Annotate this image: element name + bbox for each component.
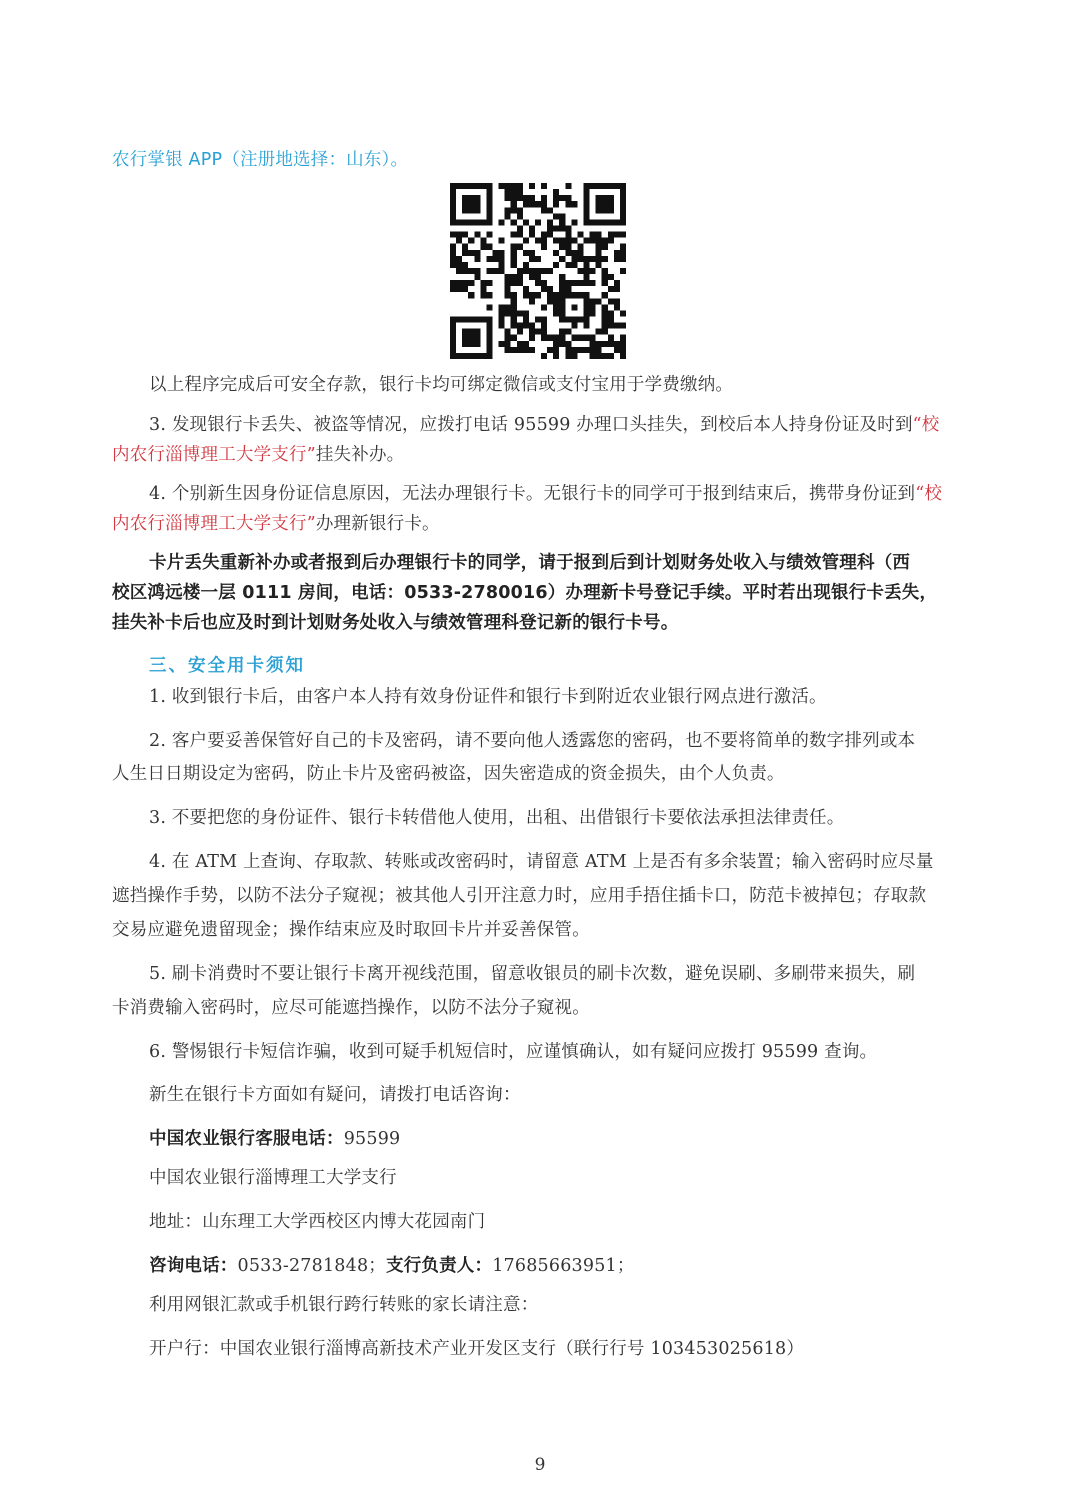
item-4-text: 4. 个别新生因身份证信息原因，无法办理银行卡。无银行卡的同学可于报到结束后，携带身份证到 [149,484,916,504]
item-4-line-1 [149,482,942,506]
safety-item-2-line-2: 人生日日期设定为密码，防止卡片及密码被盗，因失密造成的资金损失，由个人负责。 [112,764,785,784]
opening-bank: 开户行：中国农业银行淄博高新技术产业开发区支行（联行行号 103453025618） [149,1339,805,1359]
notice-line-1: 卡片丢失重新补办或者报到后办理银行卡的同学，请于报到后到计划财务处收入与绩效管理科（西 [149,553,911,573]
page-number: 9 [534,1455,546,1475]
safety-item-5-line-2: 卡消费输入密码时，应尽可能遮挡操作，以防不法分子窥视。 [112,998,590,1018]
safety-item-3: 3. 不要把您的身份证件、银行卡转借他人使用，出租、出借银行卡要依法承担法律责任。 [149,808,845,828]
item-4-line-2 [112,512,440,536]
safety-item-5-line-1: 5. 刷卡消费时不要让银行卡离开视线范围，留意收银员的刷卡次数，避免误刷、多刷带来损失，刷 [149,964,916,984]
safety-item-4-line-3: 交易应避免遗留现金；操作结束应及时取回卡片并妥善保管。 [112,920,590,940]
item-3-text: 3. 发现银行卡丢失、被盗等情况，应拨打电话 95599 办理口头挂失，到校后本人持身份证及时到 [149,415,913,435]
item-3-highlight-end: 内农行淄博理工大学支行” [112,445,316,465]
paragraph-completion: 以上程序完成后可安全存款，银行卡均可绑定微信或支付宝用于学费缴纳。 [149,375,734,395]
safety-item-2-line-1: 2. 客户要妥善保管好自己的卡及密码，请不要向他人透露您的密码，也不要将简单的数字排列或本 [149,731,916,751]
item-3-tail: 挂失补办。 [315,445,405,465]
manager-number: 17685663951； [492,1256,635,1276]
consult-phone-number: 0533-2781848； [237,1256,386,1276]
branch-name: 中国农业银行淄博理工大学支行 [149,1168,397,1188]
qr-code-icon[interactable] [450,183,626,359]
item-4-highlight-start: “校 [915,484,943,504]
item-3-line-2 [112,443,404,467]
consult-phone-label: 咨询电话： [149,1256,238,1276]
app-intro: 农行掌银 APP（注册地选择：山东）。 [112,150,409,170]
safety-item-4-line-2: 遮挡操作手势，以防不法分子窥视；被其他人引开注意力时，应用手捂住插卡口，防范卡被掉包；存取款 [112,886,927,906]
branch-address: 地址：山东理工大学西校区内博大花园南门 [149,1212,486,1232]
item-4-highlight-end: 内农行淄博理工大学支行” [112,514,316,534]
hotline-number: 95599 [343,1129,401,1149]
safety-item-4-line-1: 4. 在 ATM 上查询、存取款、转账或改密码时，请留意 ATM 上是否有多余装置；输入密码时应尽量 [149,852,934,872]
section-3-title: 三、安全用卡须知 [149,656,305,676]
safety-item-6: 6. 警惕银行卡短信诈骗，收到可疑手机短信时，应谨慎确认，如有疑问应拨打 95599 查询。 [149,1042,878,1062]
contact-intro: 新生在银行卡方面如有疑问，请拨打电话咨询： [149,1085,521,1105]
consult-phone [149,1254,635,1278]
notice-line-3: 挂失补卡后也应及时到计划财务处收入与绩效管理科登记新的银行卡号。 [112,613,679,633]
hotline [149,1127,400,1151]
safety-item-1: 1. 收到银行卡后，由客户本人持有效身份证件和银行卡到附近农业银行网点进行激活。 [149,687,827,707]
hotline-label: 中国农业银行客服电话： [149,1129,344,1149]
item-4-tail: 办理新银行卡。 [315,514,440,534]
parents-note: 利用网银汇款或手机银行跨行转账的家长请注意： [149,1295,539,1315]
item-3-line-1 [149,413,940,437]
notice-line-2: 校区鸿远楼一层 0111 房间，电话：0533-2780016）办理新卡号登记手续。平时若出现银行卡丢失， [112,583,938,603]
manager-label: 支行负责人： [386,1256,493,1276]
item-3-highlight-start: “校 [912,415,940,435]
